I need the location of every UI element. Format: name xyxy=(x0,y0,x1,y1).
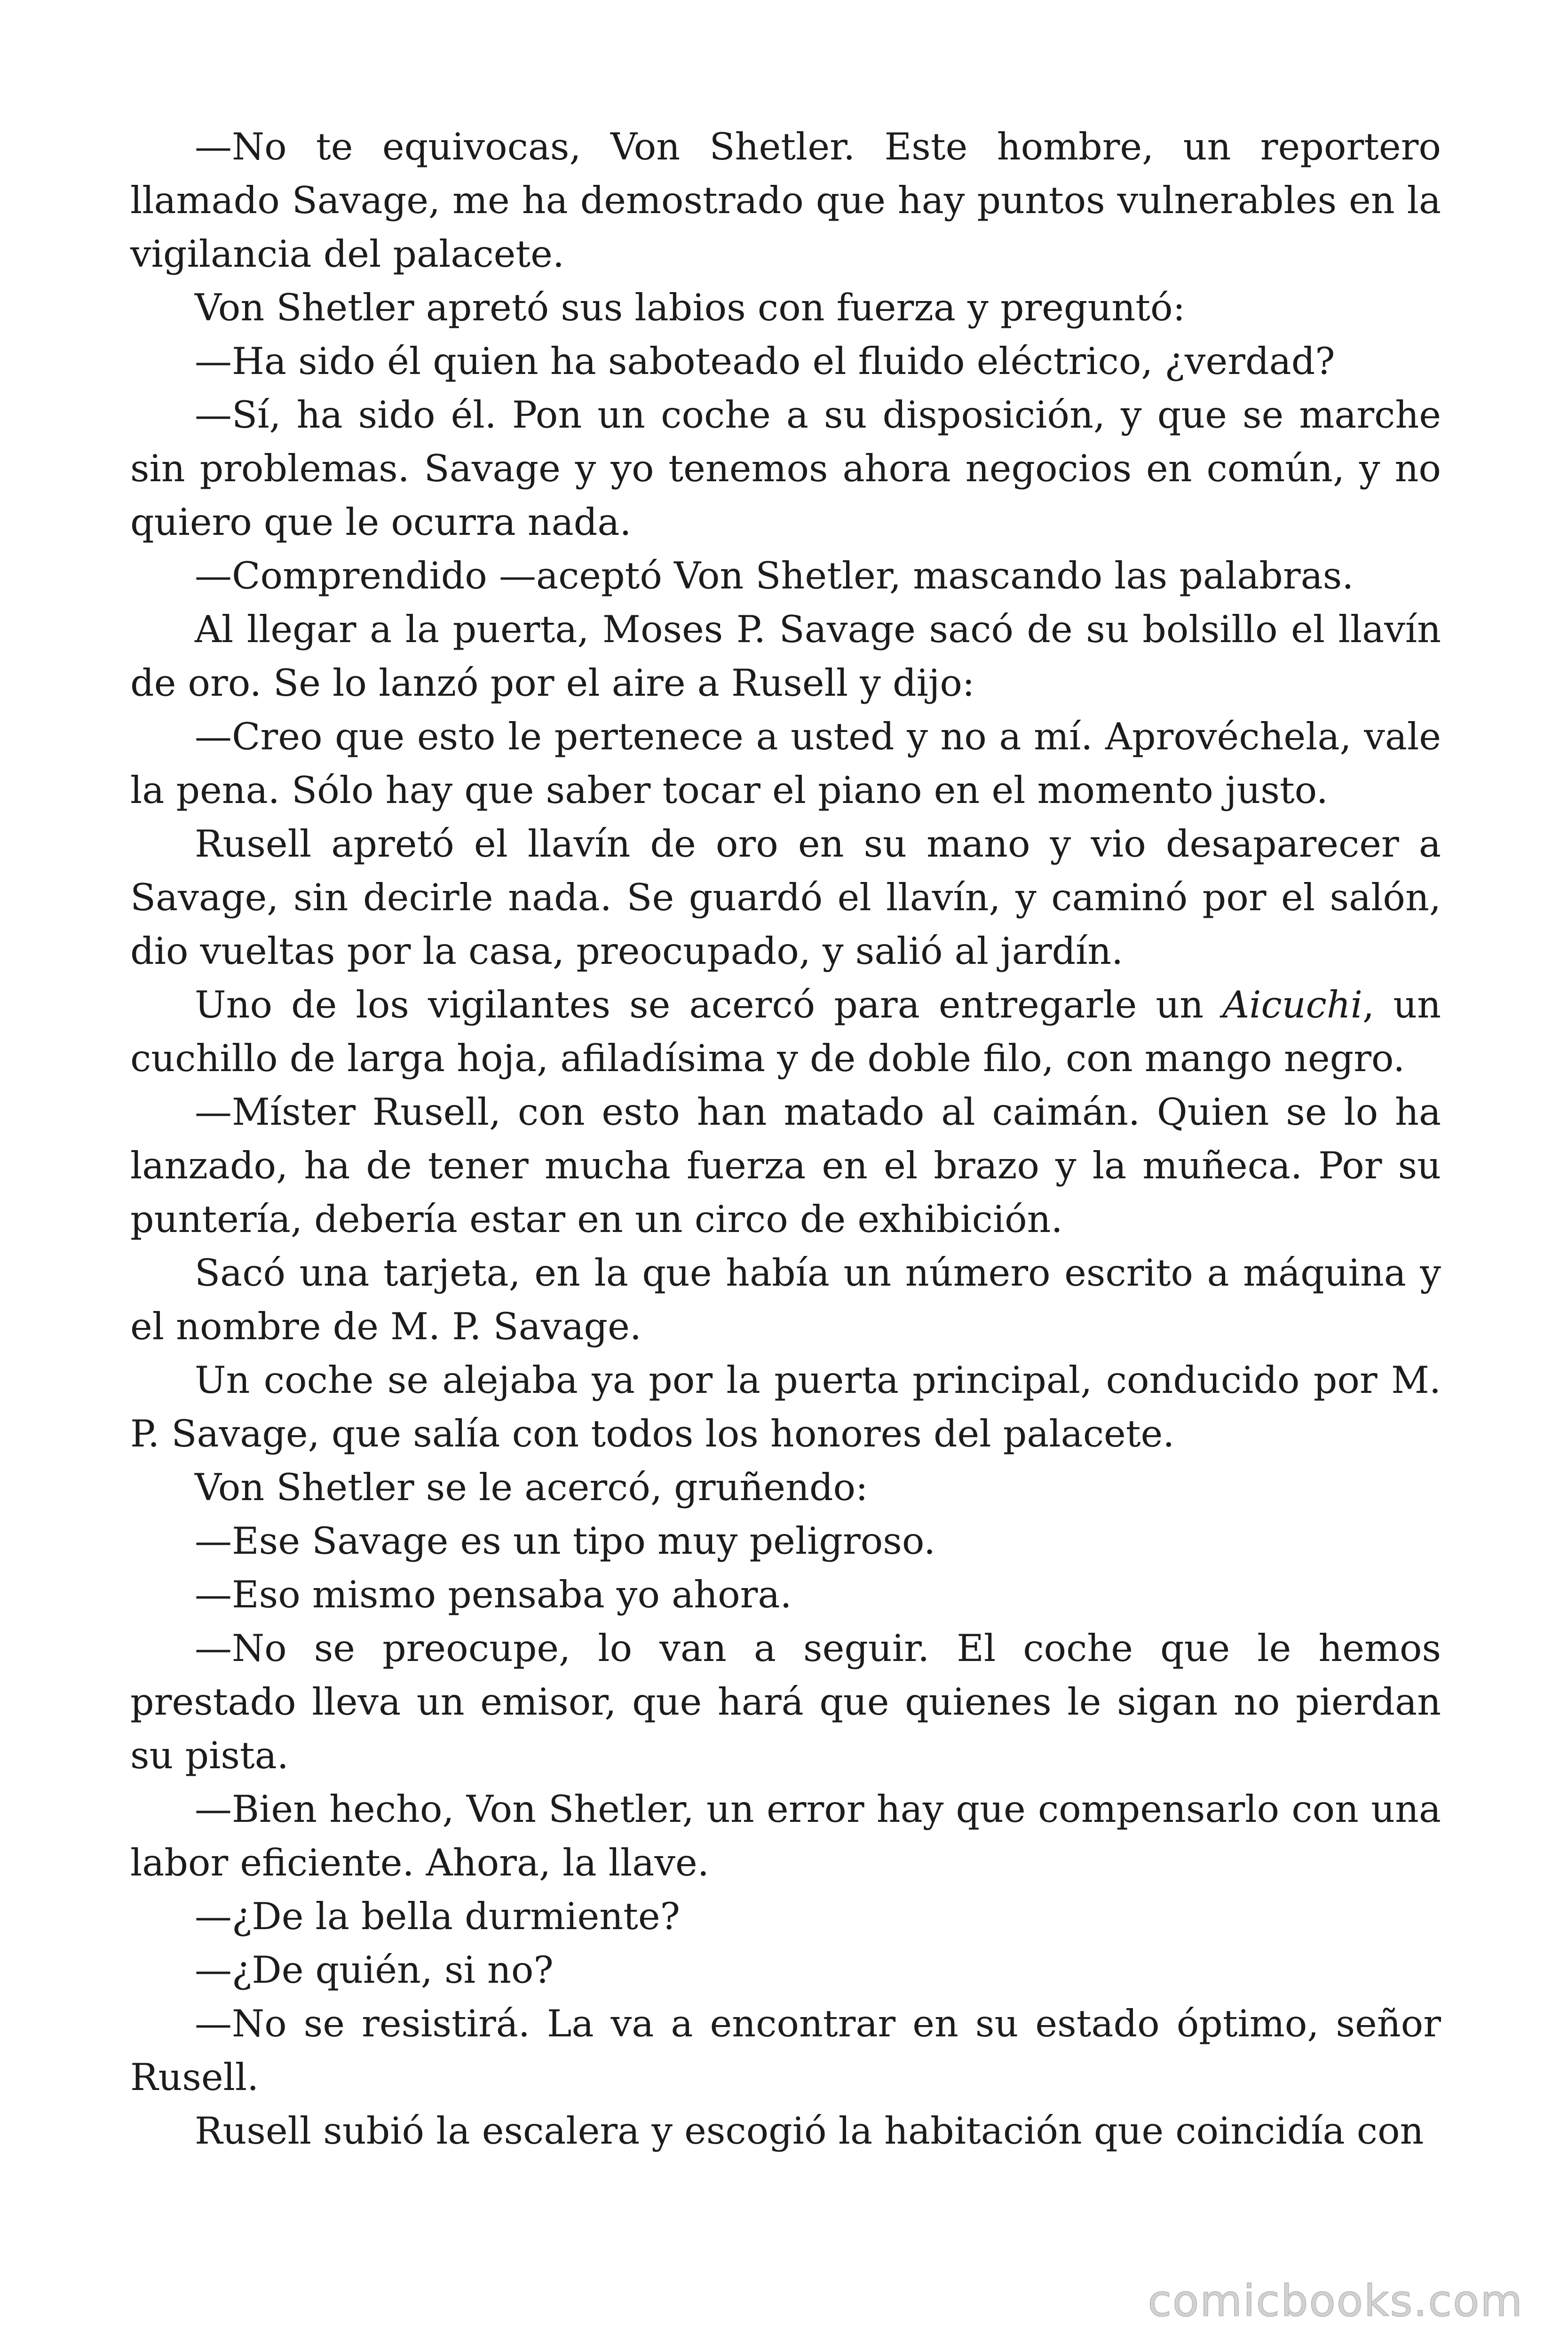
page-text xyxy=(130,120,1441,2158)
paragraph: —Comprendido —aceptó Von Shetler, mascando las palabras. xyxy=(195,554,1354,597)
paragraph-text: Uno de los vigilantes se acercó para entregarle un xyxy=(195,983,1223,1026)
paragraph: —Bien hecho, Von Shetler, un error hay que compensarlo con una labor eficiente. Ahora, la llave. xyxy=(130,1788,1441,1884)
paragraph: —Creo que esto le pertenece a usted y no a mí. Aprovéchela, vale la pena. Sólo hay que saber tocar el piano en el momento justo. xyxy=(130,715,1441,812)
paragraph: —¿De quién, si no? xyxy=(195,1948,554,1992)
watermark: comicbooks.com xyxy=(1148,2276,1523,2326)
paragraph: —Sí, ha sido él. Pon un coche a su disposición, y que se marche sin problemas. Savage y yo tenemos ahora negocios en común, y no quiero que le ocurra nada. xyxy=(130,393,1441,544)
paragraph: Rusell apretó el llavín de oro en su mano y vio desaparecer a Savage, sin decirle nada. Se guardó el llavín, y caminó por el salón, dio vueltas por la casa, preocupado, y salió al jardín. xyxy=(130,822,1441,973)
paragraph: —Ha sido él quien ha saboteado el fluido eléctrico, ¿verdad? xyxy=(195,340,1335,383)
paragraph: —Ese Savage es un tipo muy peligroso. xyxy=(195,1519,936,1563)
paragraph: —Míster Rusell, con esto han matado al caimán. Quien se lo ha lanzado, ha de tener mucha fuerza en el brazo y la muñeca. Por su puntería, debería estar en un circo de exhibición. xyxy=(130,1090,1441,1241)
paragraph: Un coche se alejaba ya por la puerta principal, conducido por M. P. Savage, que salía con todos los honores del palacete. xyxy=(130,1359,1441,1455)
paragraph: —No te equivocas, Von Shetler. Este hombre, un reportero llamado Savage, me ha demostrado que hay puntos vulnerables en la vigilancia del palacete. xyxy=(130,125,1441,276)
paragraph: —No se preocupe, lo van a seguir. El coche que le hemos prestado lleva un emisor, que hará que quienes le sigan no pierdan su pista. xyxy=(130,1627,1441,1777)
paragraph xyxy=(130,978,1441,1085)
paragraph: —No se resistirá. La va a encontrar en su estado óptimo, señor Rusell. xyxy=(130,2002,1441,2099)
paragraph: Von Shetler se le acercó, gruñendo: xyxy=(195,1466,868,1509)
paragraph: —¿De la bella durmiente? xyxy=(195,1895,680,1938)
paragraph: Sacó una tarjeta, en la que había un número escrito a máquina y el nombre de M. P. Savage. xyxy=(130,1251,1441,1348)
paragraph: Rusell subió la escalera y escogió la habitación que coincidía con xyxy=(195,2109,1424,2153)
paragraph: Al llegar a la puerta, Moses P. Savage sacó de su bolsillo el llavín de oro. Se lo lanzó por el aire a Rusell y dijo: xyxy=(130,608,1441,705)
paragraph-text: , un cuchillo de larga hoja, afiladísima y de doble filo, con mango negro. xyxy=(130,983,1441,1080)
paragraph: —Eso mismo pensaba yo ahora. xyxy=(195,1573,792,1616)
italic-term: Aicuchi xyxy=(1222,983,1363,1026)
paragraph: Von Shetler apretó sus labios con fuerza y preguntó: xyxy=(195,286,1186,329)
